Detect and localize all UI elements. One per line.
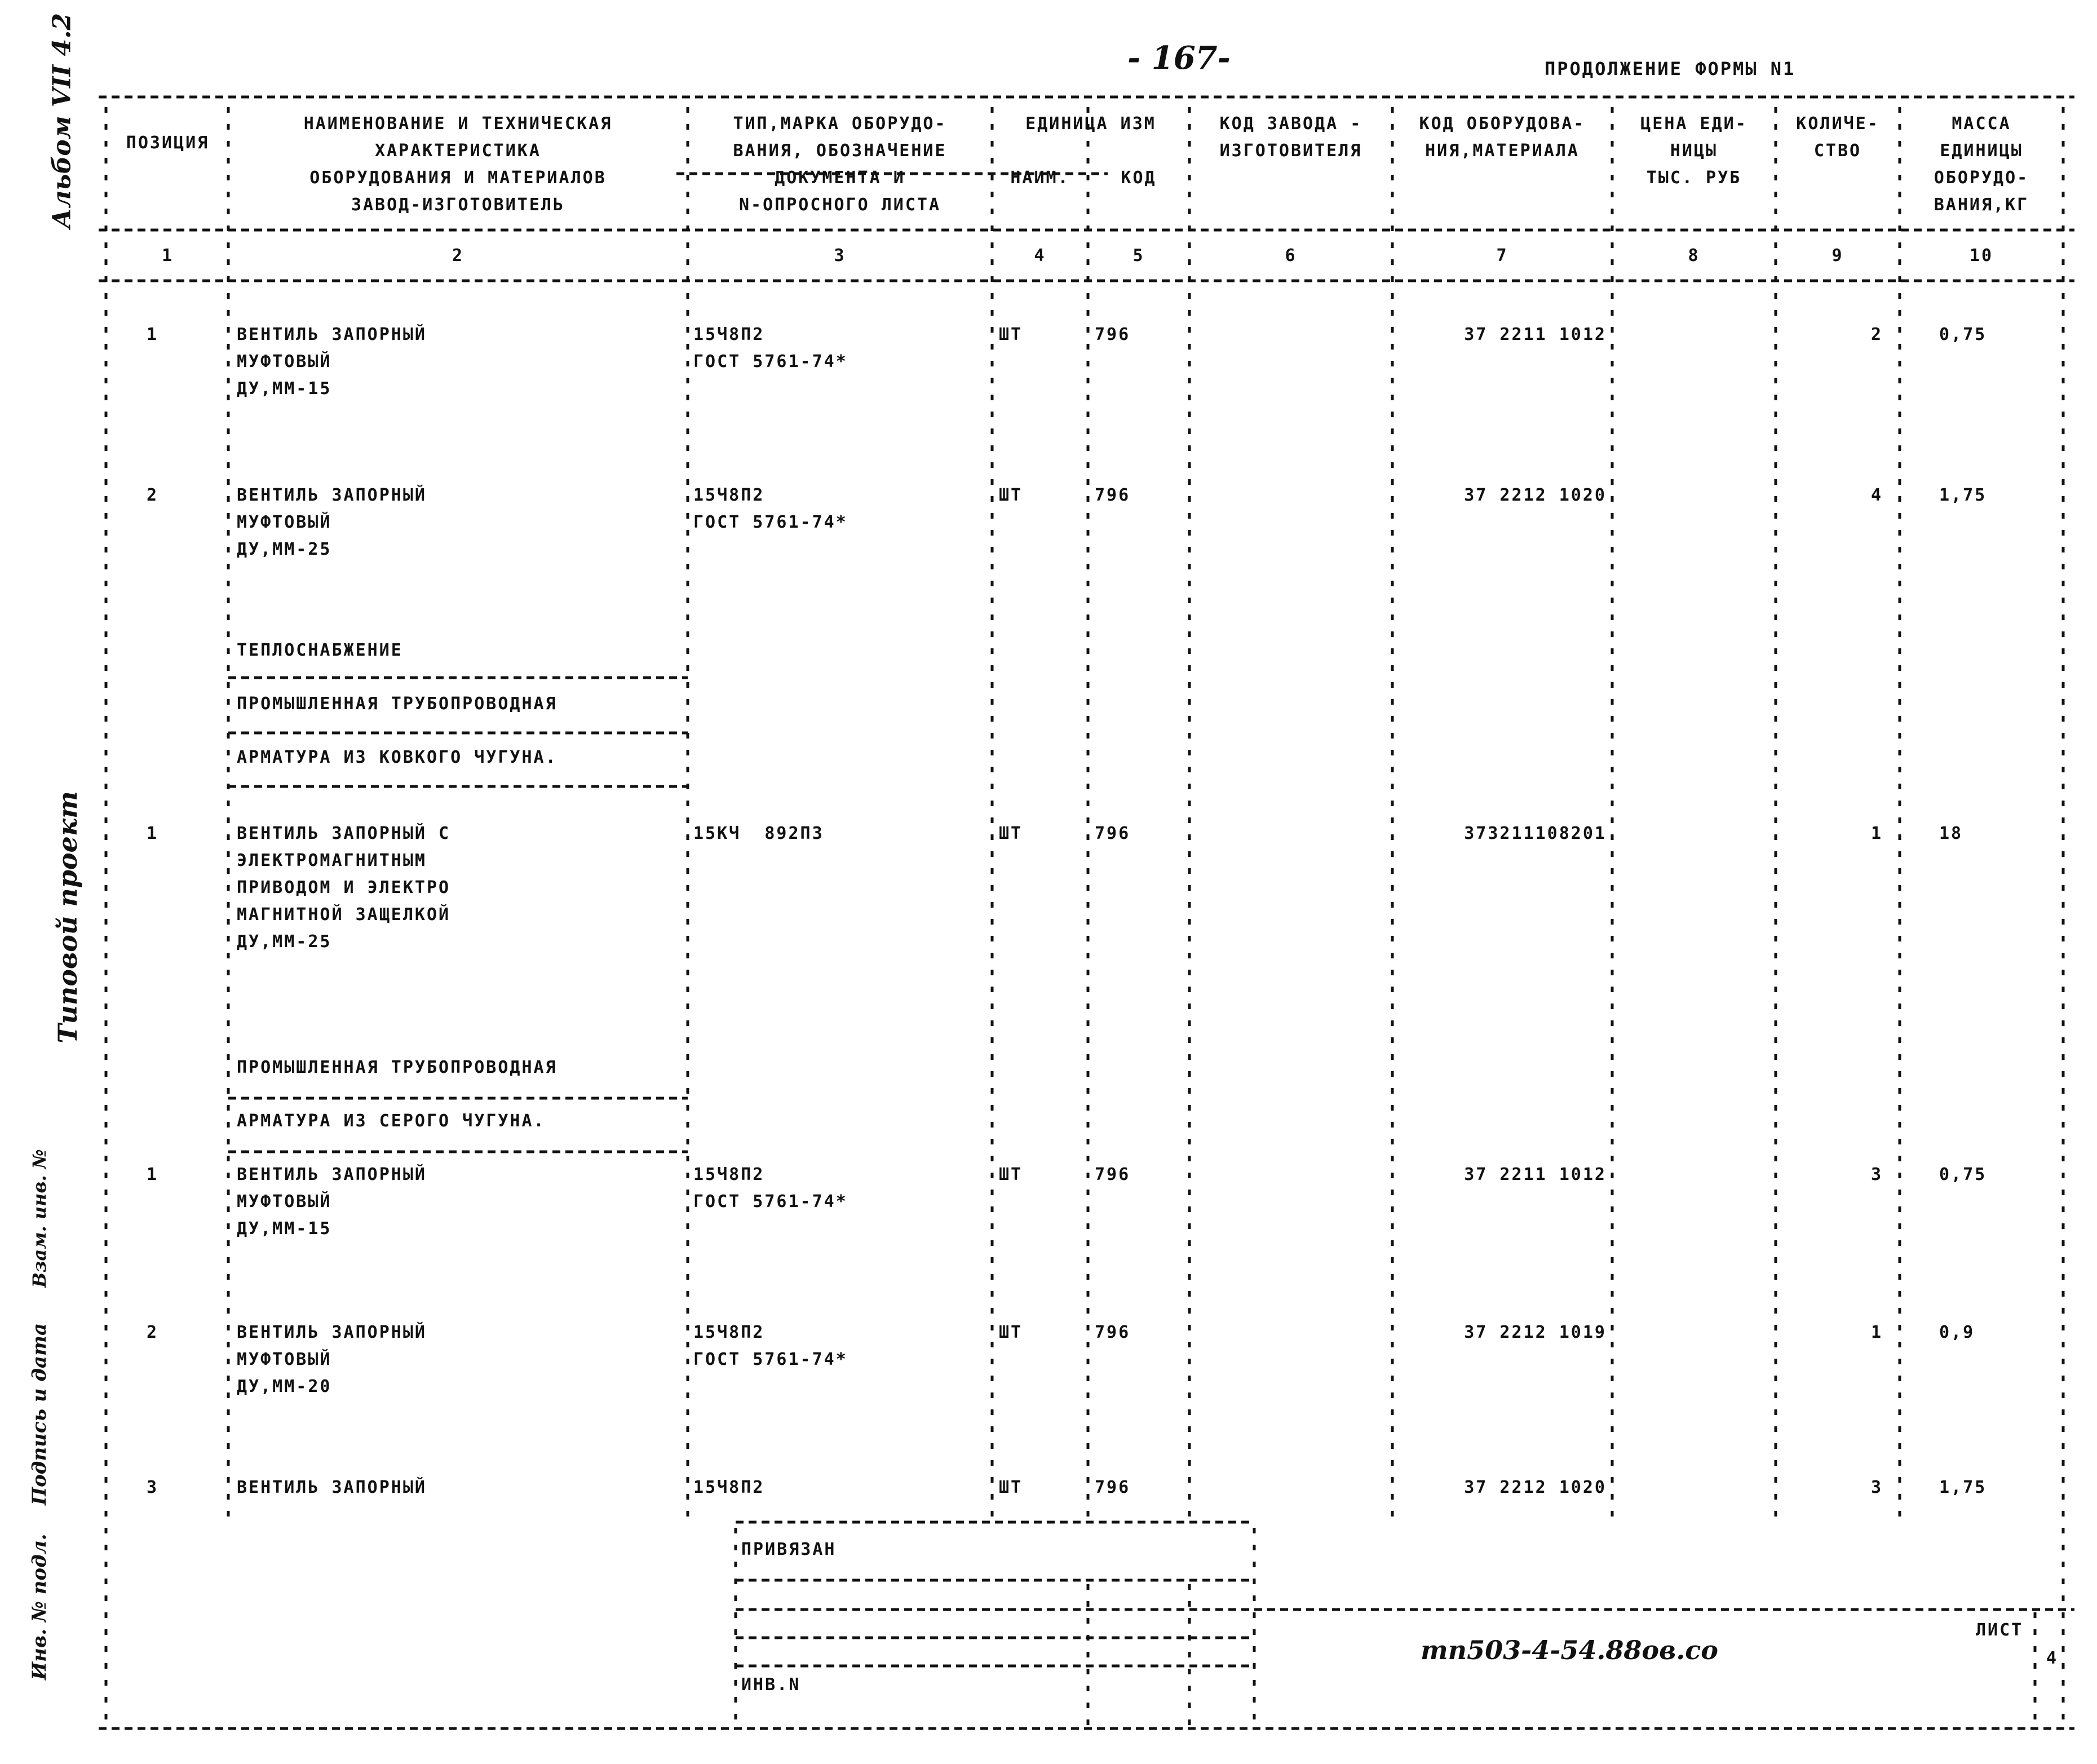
header-quantity: КОЛИЧЕ- СТВО (1796, 114, 1879, 161)
col-number: 9 (1831, 246, 1844, 266)
header-factory-code: КОД ЗАВОДА - ИЗГОТОВИТЕЛЯ (1219, 114, 1362, 161)
row-position: 3 (147, 1478, 159, 1497)
row-unit: ШТ (999, 1323, 1023, 1342)
row-name: ВЕНТИЛЬ ЗАПОРНЫЙ МУФТОВЫЙ ДУ,ММ-25 (237, 485, 427, 559)
row-equipment-code: 37 2212 1019 (1464, 1323, 1607, 1342)
stamp-inv-orig: Инв. № подл. (28, 1533, 51, 1680)
row-mass: 0,75 (1939, 325, 1987, 344)
row-quantity: 4 (1870, 485, 1883, 505)
row-unit: ШТ (999, 824, 1023, 843)
row-unit-code: 796 (1095, 1165, 1131, 1184)
col-number: 8 (1688, 246, 1700, 266)
col-number: 3 (834, 246, 846, 266)
row-name: ВЕНТИЛЬ ЗАПОРНЫЙ МУФТОВЫЙ ДУ,ММ-20 (237, 1323, 427, 1396)
header-unit-name: НАИМ. (1010, 168, 1070, 188)
section-heading: ТЕПЛОСНАБЖЕНИЕ (237, 640, 403, 660)
col-number: 1 (161, 246, 174, 266)
row-equipment-code: 37 2211 1012 (1464, 325, 1607, 344)
row-equipment-code: 37 2212 1020 (1464, 485, 1607, 505)
row-type: 15Ч8П2 ГОСТ 5761-74* (693, 325, 848, 372)
col-number: 6 (1285, 246, 1297, 266)
row-mass: 0,9 (1939, 1323, 1975, 1342)
project-label: Типовой проект (52, 791, 83, 1044)
row-mass: 18 (1939, 824, 1963, 843)
col-number: 2 (452, 246, 464, 266)
row-type: 15КЧ 892П3 (693, 824, 824, 843)
row-unit-code: 796 (1095, 1478, 1131, 1497)
row-quantity: 1 (1870, 1323, 1883, 1342)
row-equipment-code: 373211108201 (1464, 824, 1607, 843)
row-unit-code: 796 (1095, 1323, 1131, 1342)
row-name: ВЕНТИЛЬ ЗАПОРНЫЙ МУФТОВЫЙ ДУ,ММ-15 (237, 1165, 427, 1239)
row-position: 1 (147, 824, 159, 843)
row-position: 1 (147, 1165, 159, 1184)
row-type: 15Ч8П2 ГОСТ 5761-74* (693, 1165, 848, 1212)
row-quantity: 3 (1870, 1165, 1883, 1184)
row-unit: ШТ (999, 325, 1023, 344)
stamp-signature-date: Подпись и дата (28, 1323, 51, 1505)
album-label: Альбом VII 4.2 (47, 12, 77, 229)
sheet-number: 4 (2046, 1648, 2059, 1668)
header-equipment-code: КОД ОБОРУДОВА- НИЯ,МАТЕРИАЛА (1419, 114, 1586, 161)
row-unit-code: 796 (1095, 485, 1131, 505)
section-heading: АРМАТУРА ИЗ СЕРОГО ЧУГУНА. (237, 1111, 546, 1131)
stamp-inv-label: ИНВ.N (741, 1675, 801, 1695)
header-mass: МАССА ЕДИНИЦЫ ОБОРУДО- ВАНИЯ,КГ (1934, 114, 2029, 215)
row-mass: 1,75 (1939, 485, 1987, 505)
page-number: - 167- (1127, 39, 1231, 77)
form-title: ПРОДОЛЖЕНИЕ ФОРМЫ N1 (1545, 58, 1796, 79)
row-unit-code: 796 (1095, 325, 1131, 344)
row-unit-code: 796 (1095, 824, 1131, 843)
col-number: 5 (1132, 246, 1145, 266)
row-equipment-code: 37 2211 1012 (1464, 1165, 1607, 1184)
header-position: ПОЗИЦИЯ (126, 133, 210, 153)
row-position: 1 (147, 325, 159, 344)
col-number: 7 (1496, 246, 1508, 266)
header-unit-group: ЕДИНИЦА ИЗМ (1025, 114, 1156, 134)
row-position: 2 (147, 1323, 159, 1342)
row-equipment-code: 37 2212 1020 (1464, 1478, 1607, 1497)
row-unit: ШТ (999, 1478, 1023, 1497)
header-unit-code: КОД (1121, 168, 1157, 188)
document-number: тп503-4-54.88ов.со (1421, 1635, 1718, 1665)
row-name: ВЕНТИЛЬ ЗАПОРНЫЙ С ЭЛЕКТРОМАГНИТНЫМ ПРИВОДОМ И ЭЛЕКТРО МАГНИТНОЙ ЗАЩЕЛКОЙ ДУ,ММ-25 (237, 824, 451, 952)
section-heading: ПРОМЫШЛЕННАЯ ТРУБОПРОВОДНАЯ (237, 1058, 558, 1077)
row-mass: 0,75 (1939, 1165, 1987, 1184)
row-type: 15Ч8П2 (693, 1478, 765, 1497)
row-unit: ШТ (999, 1165, 1023, 1184)
col-number: 10 (1969, 246, 1994, 266)
row-quantity: 1 (1870, 824, 1883, 843)
section-heading: ПРОМЫШЛЕННАЯ ТРУБОПРОВОДНАЯ (237, 694, 558, 714)
stamp-tied-label: ПРИВЯЗАН (741, 1540, 837, 1559)
row-mass: 1,75 (1939, 1478, 1987, 1497)
row-position: 2 (147, 485, 159, 505)
sheet-label: ЛИСТ (1976, 1620, 2024, 1640)
header-type: ТИП,МАРКА ОБОРУДО- ВАНИЯ, ОБОЗНАЧЕНИЕ ДОКУМЕНТА И N-ОПРОСНОГО ЛИСТА (733, 114, 947, 215)
row-name: ВЕНТИЛЬ ЗАПОРНЫЙ МУФТОВЫЙ ДУ,ММ-15 (237, 325, 427, 399)
row-type: 15Ч8П2 ГОСТ 5761-74* (693, 485, 848, 532)
row-unit: ШТ (999, 485, 1023, 505)
header-price: ЦЕНА ЕДИ- НИЦЫ ТЫС. РУБ (1640, 114, 1748, 188)
section-heading: АРМАТУРА ИЗ КОВКОГО ЧУГУНА. (237, 748, 558, 767)
row-quantity: 2 (1870, 325, 1883, 344)
col-number: 4 (1034, 246, 1046, 266)
row-type: 15Ч8П2 ГОСТ 5761-74* (693, 1323, 848, 1369)
header-name: НАИМЕНОВАНИЕ И ТЕХНИЧЕСКАЯ ХАРАКТЕРИСТИКА ОБОРУДОВАНИЯ И МАТЕРИАЛОВ ЗАВОД-ИЗГОТОВИТЕЛЬ (303, 114, 613, 215)
stamp-replaced-inv: Взам. инв. № (29, 1149, 50, 1288)
row-name: ВЕНТИЛЬ ЗАПОРНЫЙ (237, 1478, 427, 1497)
row-quantity: 3 (1870, 1478, 1883, 1497)
